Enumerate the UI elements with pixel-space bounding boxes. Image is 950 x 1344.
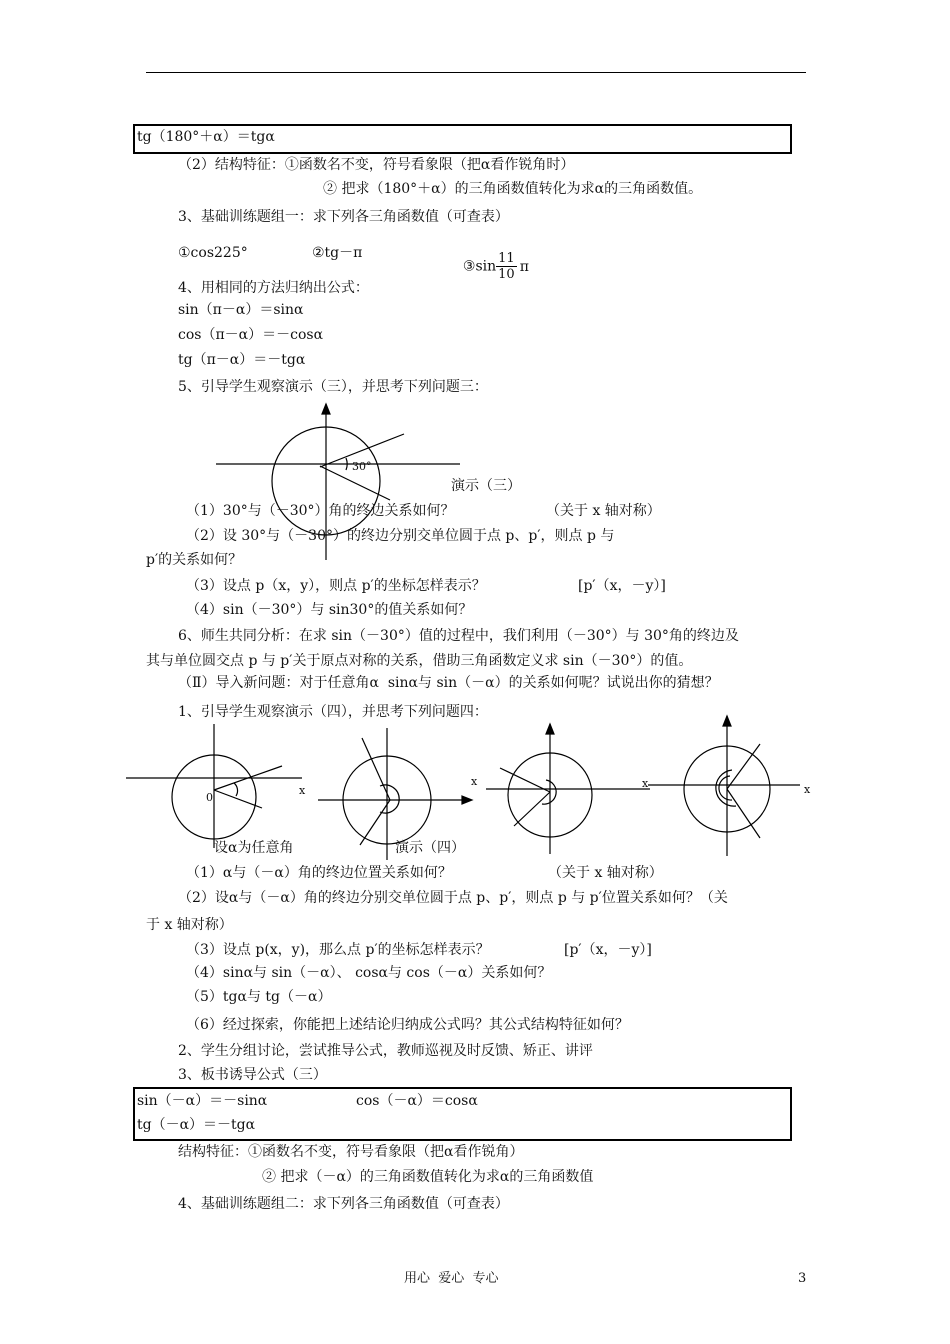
question-4-2-b: 于 x 轴对称）	[146, 917, 233, 933]
item-4: 4、用相同的方法归纳出公式：	[178, 280, 369, 296]
demo4-fig3-x-label: x	[471, 775, 478, 788]
item-6-a: 6、师生共同分析：在求 sin（－30°）值的过程中，我们利用（－30°）与 30°角的终边及	[178, 628, 739, 644]
exercise-tg-pi: ②tg－π	[312, 245, 363, 261]
formula-tg-180: tg（180°＋α）＝tgα	[137, 129, 275, 145]
question-4-1-answer: （关于 x 轴对称）	[548, 865, 663, 881]
demo4-fig3-side-a	[500, 768, 550, 792]
demo4-fig2-side-a	[362, 738, 390, 800]
demo3-angle-label: 30°	[352, 460, 372, 473]
demo4-caption-b: 演示（四）	[395, 840, 465, 856]
header-rule	[146, 72, 806, 73]
demo4-fig3-circle	[508, 753, 592, 837]
formula-cos-pi-minus: cos（π－α）＝－cosα	[178, 327, 324, 343]
formula-tg-neg: tg（－α）＝－tgα	[137, 1117, 256, 1133]
formula-cos-neg: cos（－α）＝cosα	[356, 1093, 478, 1109]
demo4-fig3-side-b	[514, 792, 550, 826]
demo4-fig4-arc-inner	[719, 776, 732, 800]
demo4-fig3-y-arrow	[546, 724, 554, 734]
formula-sin-pi-minus: sin（π－α）＝sinα	[178, 302, 304, 318]
question-4-1: （1）α与（－α）角的终边位置关系如何？	[186, 865, 452, 881]
formula-sin-neg: sin（－α）＝－sinα	[137, 1093, 268, 1109]
question-3-2-b: p′的关系如何？	[146, 552, 243, 568]
question-3-3: （3）设点 p（x，y），则点 p′的坐标怎样表示？	[186, 578, 486, 594]
demo4-fig2-circle	[343, 756, 431, 844]
part-II-intro: （Ⅱ）导入新问题：对于任意角α sinα与 sin（－α）的关系如何呢？试说出你的猜想？	[178, 675, 719, 691]
demo3-y-arrow	[322, 404, 330, 414]
demo4-fig1-circle	[172, 755, 256, 839]
struct-feature-2: ② 把求（180°＋α）的三角函数值转化为求α的三角函数值。	[323, 181, 703, 197]
exercise-sin-fraction	[454, 233, 529, 282]
struct-feature-3: 结构特征：①函数名不变，符号看象限（把α看作锐角）	[178, 1144, 524, 1160]
demo4-fig4-y-arrow	[723, 716, 731, 726]
question-4-6: （6）经过探索，你能把上述结论归纳成公式吗？其公式结构特征如何？	[186, 1017, 629, 1033]
demo4-fig1-origin-label: 0	[206, 791, 213, 804]
demo4-fig4-arc-outer	[716, 770, 736, 806]
item-6-b: 其与单位圆交点 p 与 p′关于原点对称的关系，借助三角函数定义求 sin（－30°）的值。	[146, 653, 693, 669]
pi-label: π	[519, 258, 529, 275]
demo4-fig1-arc	[234, 783, 238, 796]
demo3-angle-arc	[346, 458, 347, 470]
question-3-1-answer: （关于 x 轴对称）	[546, 503, 661, 519]
demo4-fig3-x-label-right: x	[642, 777, 649, 790]
demo4-fig4-x-label: x	[804, 783, 811, 796]
demo3-caption: 演示（三）	[451, 478, 521, 494]
item-5: 5、引导学生观察演示（三），并思考下列问题三：	[178, 379, 488, 395]
question-4-5: （5）tgα与 tg（－α）	[186, 989, 332, 1005]
demo4-fig4-side-b	[727, 789, 760, 838]
exercise-group-2-title: 4、基础训练题组二：求下列各三角函数值（可查表）	[178, 1196, 509, 1212]
item-II-2: 2、学生分组讨论，尝试推导公式，教师巡视及时反馈、矫正、讲评	[178, 1043, 593, 1059]
footer-motto: 用心 爱心 专心	[404, 1271, 499, 1286]
question-4-2-a: （2）设α与（－α）角的终边分别交单位圆于点 p、p′，则点 p 与 p′位置关系如何？（关	[178, 890, 728, 906]
item-II-3: 3、板书诱导公式（三）	[178, 1067, 327, 1083]
demo4-fig1-side-a	[214, 766, 282, 790]
demo4-caption-a: 设α为任意角	[214, 840, 294, 856]
fraction-denominator: 10	[498, 267, 515, 282]
question-3-2-a: （2）设 30°与（－30°）的终边分别交单位圆于点 p、p′，则点 p 与	[186, 528, 615, 544]
demo4-fig2-x-arrow	[462, 796, 472, 804]
demo4-fig1-side-b	[214, 790, 262, 808]
struct-feature-1: （2）结构特征：①函数名不变，符号看象限（把α看作锐角时）	[178, 157, 575, 173]
item-II-1: 1、引导学生观察演示（四），并思考下列问题四：	[178, 704, 488, 720]
demo4-fig1-x-label: x	[299, 784, 306, 797]
question-4-3: （3）设点 p(x，y)，那么点 p′的坐标怎样表示？	[186, 942, 490, 958]
question-3-3-answer: [p′（x，－y）]	[578, 578, 666, 594]
exercise-cos225: ①cos225°	[178, 245, 248, 261]
struct-feature-4: ② 把求（－α）的三角函数值转化为求α的三角函数值	[262, 1169, 594, 1185]
demo4-fig4-side-a	[727, 744, 760, 789]
fraction-numerator: 11	[498, 251, 515, 266]
sin-label: ③sin	[462, 258, 497, 275]
formula-tg-pi-minus: tg（π－α）＝－tgα	[178, 352, 306, 368]
demo4-fig4-circle	[684, 746, 770, 832]
question-3-1: （1）30°与（－30°）角的终边关系如何？	[186, 503, 455, 519]
question-3-4: （4）sin（－30°）与 sin30°的值关系如何？	[186, 602, 473, 618]
demo4-fig2-side-b	[360, 800, 390, 845]
question-4-4: （4）sinα与 sin（－α）、 cosα与 cos（－α）关系如何？	[186, 965, 552, 981]
exercise-group-1-title: 3、基础训练题组一：求下列各三角函数值（可查表）	[178, 209, 509, 225]
fraction-11-10	[496, 251, 517, 282]
demo4-fig2-arc	[380, 785, 399, 813]
demo4-fig3-arc	[542, 780, 556, 804]
page-number: 3	[798, 1271, 807, 1286]
question-4-3-answer: [p′（x，－y）]	[564, 942, 652, 958]
